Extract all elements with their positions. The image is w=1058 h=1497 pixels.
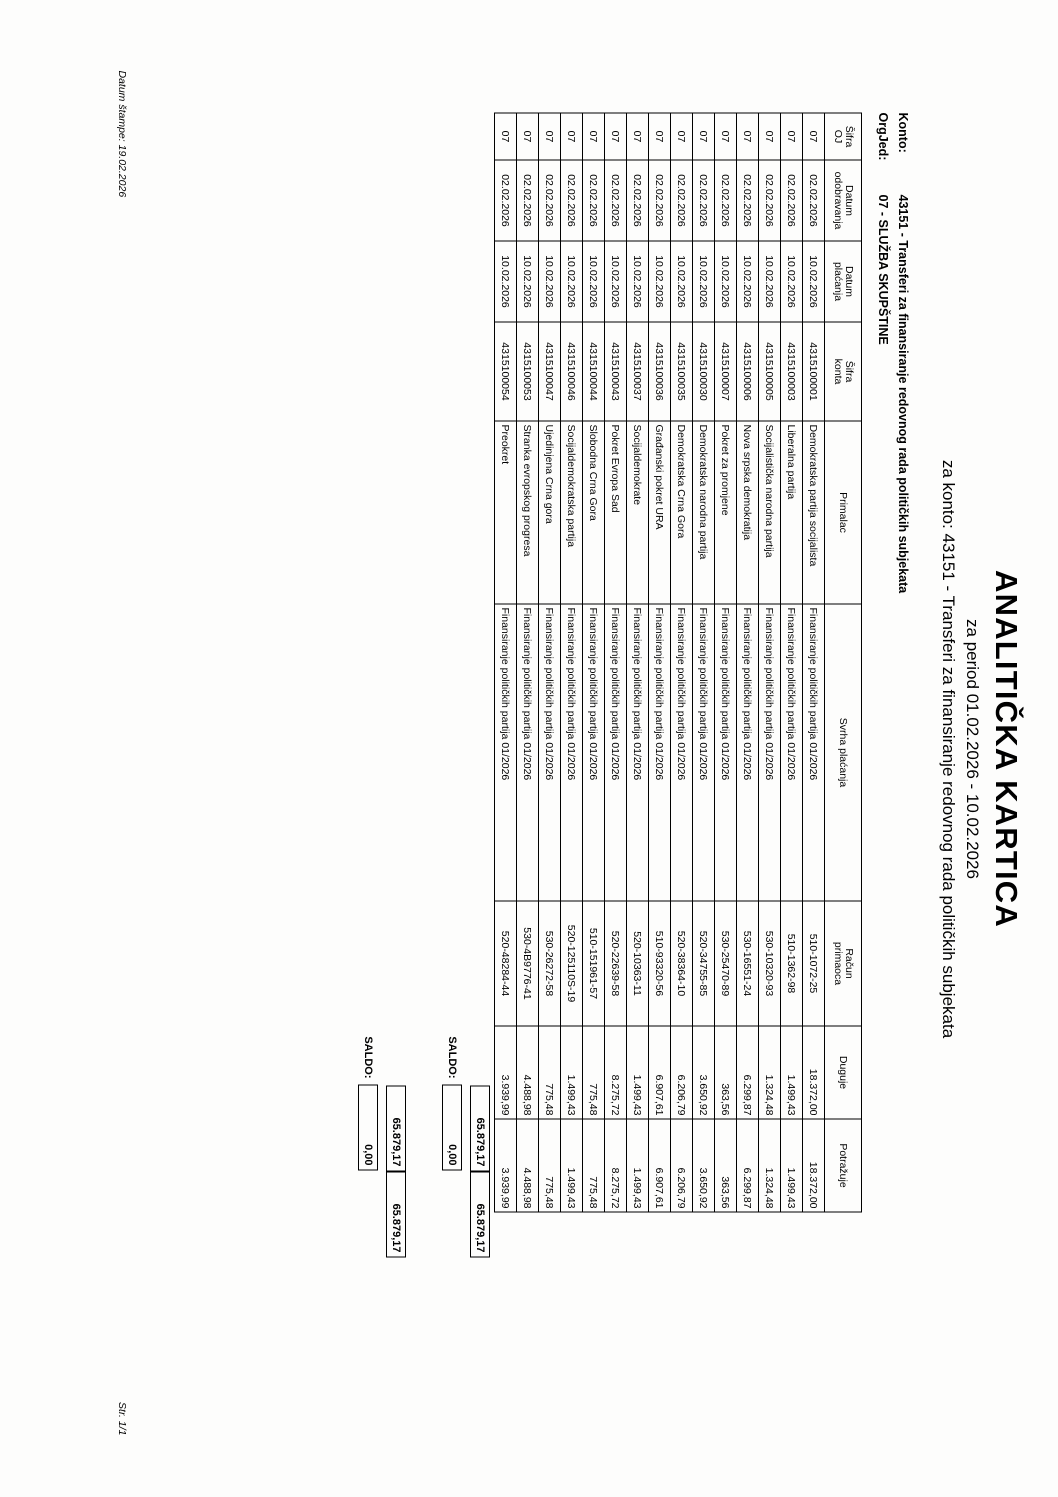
cell-sifra-konta: 4315100046 <box>561 322 583 421</box>
cell-primalac: Pokret Evropa Sad <box>605 421 627 604</box>
cell-svrha: Finansiranje političkih partija 01/2026 <box>803 604 825 901</box>
cell-svrha: Finansiranje političkih partija 01/2026 <box>693 604 715 901</box>
cell-sifra-konta: 4315100005 <box>759 322 781 421</box>
th-sifra-konta <box>825 322 862 421</box>
saldo-row-2 <box>358 1000 378 1170</box>
cell-sifra-oj: 07 <box>759 113 781 160</box>
cell-racun: 520-38364-10 <box>671 901 693 1026</box>
konto-label: Konto: <box>896 112 910 153</box>
table-row <box>605 113 627 1212</box>
cell-datum-odobravanja: 02.02.2026 <box>495 160 517 241</box>
cell-primalac: Pokret za promjene <box>715 421 737 604</box>
th-duguje: Duguje <box>825 1026 862 1119</box>
cell-svrha: Finansiranje političkih partija 01/2026 <box>781 604 803 901</box>
cell-duguje: 363,56 <box>715 1026 737 1119</box>
cell-racun: 510-93320-56 <box>649 901 671 1026</box>
orgjed-label: OrgJed: <box>876 112 890 160</box>
cell-svrha: Finansiranje političkih partija 01/2026 <box>627 604 649 901</box>
cell-sifra-oj: 07 <box>495 113 517 160</box>
cell-datum-placanja: 10.02.2026 <box>583 241 605 322</box>
subtotal-row-1 <box>470 1085 490 1257</box>
cell-datum-placanja: 10.02.2026 <box>693 241 715 322</box>
cell-datum-placanja: 10.02.2026 <box>539 241 561 322</box>
konto-line <box>896 112 910 593</box>
cell-svrha: Finansiranje političkih partija 01/2026 <box>671 604 693 901</box>
table-row <box>583 113 605 1212</box>
cell-potrazuje: 1.499,43 <box>781 1119 803 1212</box>
cell-primalac: Preokret <box>495 421 517 604</box>
subtotal-duguje-1: 65.879,17 <box>470 1085 490 1171</box>
orgjed-value: 07 - SLUŽBA SKUPŠTINE <box>876 194 890 345</box>
cell-sifra-konta: 4315100053 <box>517 322 539 421</box>
cell-potrazuje: 18.372,00 <box>803 1119 825 1212</box>
cell-duguje: 3.650,92 <box>693 1026 715 1119</box>
cell-datum-odobravanja: 02.02.2026 <box>781 160 803 241</box>
cell-datum-placanja: 10.02.2026 <box>517 241 539 322</box>
cell-duguje: 6.299,87 <box>737 1026 759 1119</box>
cell-sifra-oj: 07 <box>561 113 583 160</box>
subtotal-duguje-2: 65.879,17 <box>386 1085 406 1171</box>
cell-primalac: Liberalna partija <box>781 421 803 604</box>
cell-potrazuje: 3.939,99 <box>495 1119 517 1212</box>
subtotal-potrazuje-2: 65.879,17 <box>386 1171 406 1257</box>
period-subtitle: za period 01.02.2026 - 10.02.2026 <box>963 618 982 879</box>
subtotal-potrazuje-1: 65.879,17 <box>470 1171 490 1257</box>
cell-sifra-konta: 4315100043 <box>605 322 627 421</box>
th-primalac: Primalac <box>825 421 862 604</box>
konto-value: 43151 - Transferi za finansiranje redovnog rada političkih subjekata <box>896 194 910 593</box>
cell-sifra-konta: 4315100035 <box>671 322 693 421</box>
cell-potrazuje: 1.324,48 <box>759 1119 781 1212</box>
cell-datum-placanja: 10.02.2026 <box>495 241 517 322</box>
cell-datum-placanja: 10.02.2026 <box>627 241 649 322</box>
cell-primalac: Demokratska narodna partija <box>693 421 715 604</box>
cell-svrha: Finansiranje političkih partija 01/2026 <box>737 604 759 901</box>
cell-sifra-oj: 07 <box>649 113 671 160</box>
cell-racun: 510-1072-25 <box>803 901 825 1026</box>
cell-svrha: Finansiranje političkih partija 01/2026 <box>649 604 671 901</box>
table-header-row <box>825 113 862 1212</box>
cell-duguje: 3.939,99 <box>495 1026 517 1119</box>
subtotal-row-2 <box>386 1085 406 1257</box>
konto-subtitle: za konto: 43151 - Transferi za finansiranje redovnog rada političkih subjekata <box>939 459 958 1038</box>
cell-primalac: Slobodna Crna Gora <box>583 421 605 604</box>
cell-svrha: Finansiranje političkih partija 01/2026 <box>759 604 781 901</box>
table-row <box>715 113 737 1212</box>
th-datum-placanja <box>825 241 862 322</box>
analytics-table <box>494 112 862 1212</box>
cell-primalac: Socijaldemokratska partija <box>561 421 583 604</box>
saldo-value-2: 0,00 <box>358 1084 378 1170</box>
saldo-row-1 <box>442 1000 462 1170</box>
table-body <box>495 113 825 1212</box>
cell-racun: 510-1362-98 <box>781 901 803 1026</box>
cell-primalac: Nova srpska demokratija <box>737 421 759 604</box>
cell-primalac: Stranka evropskog progresa <box>517 421 539 604</box>
cell-svrha: Finansiranje političkih partija 01/2026 <box>583 604 605 901</box>
th-datum-odobravanja <box>825 160 862 241</box>
cell-svrha: Finansiranje političkih partija 01/2026 <box>495 604 517 901</box>
cell-sifra-oj: 07 <box>781 113 803 160</box>
cell-potrazuje: 775,48 <box>539 1119 561 1212</box>
page-number: Str. 1/1 <box>116 1401 128 1435</box>
page-title: ANALITIČKA KARTICA <box>989 569 1024 928</box>
table-row <box>539 113 561 1212</box>
cell-racun: 520-22639-58 <box>605 901 627 1026</box>
cell-sifra-konta: 4315100030 <box>693 322 715 421</box>
cell-sifra-oj: 07 <box>803 113 825 160</box>
print-date: Datum štampe: 19.02.2026 <box>116 70 128 197</box>
cell-datum-odobravanja: 02.02.2026 <box>759 160 781 241</box>
cell-duguje: 1.499,43 <box>561 1026 583 1119</box>
table-row <box>627 113 649 1212</box>
table-row <box>737 113 759 1212</box>
cell-racun: 520-34755-85 <box>693 901 715 1026</box>
cell-racun: 530-16551-24 <box>737 901 759 1026</box>
cell-sifra-konta: 4315100001 <box>803 322 825 421</box>
cell-sifra-konta: 4315100006 <box>737 322 759 421</box>
cell-duguje: 18.372,00 <box>803 1026 825 1119</box>
th-dat-odo-l2: odobravanja <box>832 171 844 229</box>
cell-racun: 530-10320-93 <box>759 901 781 1026</box>
cell-duguje: 775,48 <box>583 1026 605 1119</box>
cell-sifra-oj: 07 <box>671 113 693 160</box>
th-sifra-oj <box>825 113 862 160</box>
table-row <box>517 113 539 1212</box>
cell-sifra-oj: 07 <box>627 113 649 160</box>
saldo-value-1: 0,00 <box>442 1084 462 1170</box>
cell-primalac: Ujedinjena Crna gora <box>539 421 561 604</box>
th-sifra-konta-l2: konta <box>832 358 844 384</box>
cell-primalac: Socijalistička narodna partija <box>759 421 781 604</box>
cell-primalac: Socijaldemokrate <box>627 421 649 604</box>
cell-sifra-oj: 07 <box>517 113 539 160</box>
cell-potrazuje: 8.275,72 <box>605 1119 627 1212</box>
cell-datum-odobravanja: 02.02.2026 <box>561 160 583 241</box>
cell-svrha: Finansiranje političkih partija 01/2026 <box>539 604 561 901</box>
cell-racun: 510-151961-57 <box>583 901 605 1026</box>
cell-sifra-konta: 4315100047 <box>539 322 561 421</box>
cell-svrha: Finansiranje političkih partija 01/2026 <box>715 604 737 901</box>
th-dat-odo-l1: Datum <box>843 184 855 216</box>
cell-datum-odobravanja: 02.02.2026 <box>517 160 539 241</box>
cell-datum-placanja: 10.02.2026 <box>671 241 693 322</box>
th-racun-l1: Račun <box>843 947 855 979</box>
cell-datum-placanja: 10.02.2026 <box>737 241 759 322</box>
cell-duguje: 775,48 <box>539 1026 561 1119</box>
cell-sifra-oj: 07 <box>693 113 715 160</box>
cell-sifra-oj: 07 <box>539 113 561 160</box>
cell-duguje: 4.488,98 <box>517 1026 539 1119</box>
cell-sifra-konta: 4315100054 <box>495 322 517 421</box>
cell-duguje: 8.275,72 <box>605 1026 627 1119</box>
cell-racun: 520-125110S-19 <box>561 901 583 1026</box>
cell-datum-odobravanja: 02.02.2026 <box>627 160 649 241</box>
th-sifra-konta-l1: Šifra <box>843 360 855 382</box>
table-row <box>803 113 825 1212</box>
cell-datum-odobravanja: 02.02.2026 <box>649 160 671 241</box>
cell-sifra-konta: 4315100037 <box>627 322 649 421</box>
table-row <box>561 113 583 1212</box>
cell-sifra-konta: 4315100003 <box>781 322 803 421</box>
th-svrha: Svrha plaćanja <box>825 604 862 901</box>
cell-datum-placanja: 10.02.2026 <box>803 241 825 322</box>
cell-svrha: Finansiranje političkih partija 01/2026 <box>605 604 627 901</box>
table-row <box>649 113 671 1212</box>
cell-racun: 530-4B9776-41 <box>517 901 539 1026</box>
saldo-label-2: SALDO: <box>362 1035 374 1078</box>
cell-potrazuje: 1.499,43 <box>627 1119 649 1212</box>
cell-sifra-oj: 07 <box>583 113 605 160</box>
cell-racun: 520-48284-44 <box>495 901 517 1026</box>
cell-potrazuje: 6.206,79 <box>671 1119 693 1212</box>
th-dat-pla-l2: plaćanja <box>832 261 844 301</box>
cell-potrazuje: 6.299,87 <box>737 1119 759 1212</box>
table-row <box>693 113 715 1212</box>
th-racun <box>825 901 862 1026</box>
cell-datum-odobravanja: 02.02.2026 <box>671 160 693 241</box>
cell-datum-odobravanja: 02.02.2026 <box>605 160 627 241</box>
cell-potrazuje: 6.907,61 <box>649 1119 671 1212</box>
table-row <box>759 113 781 1212</box>
cell-sifra-oj: 07 <box>605 113 627 160</box>
table-row <box>495 113 517 1212</box>
orgjed-line <box>876 112 890 344</box>
cell-potrazuje: 3.650,92 <box>693 1119 715 1212</box>
cell-sifra-oj: 07 <box>715 113 737 160</box>
cell-sifra-oj: 07 <box>737 113 759 160</box>
cell-racun: 530-25470-89 <box>715 901 737 1026</box>
cell-datum-odobravanja: 02.02.2026 <box>803 160 825 241</box>
table-row <box>671 113 693 1212</box>
table-row <box>781 113 803 1212</box>
cell-duguje: 1.499,43 <box>781 1026 803 1119</box>
cell-datum-placanja: 10.02.2026 <box>605 241 627 322</box>
cell-primalac: Demokratska partija socijalista <box>803 421 825 604</box>
cell-duguje: 6.907,61 <box>649 1026 671 1119</box>
th-dat-pla-l1: Datum <box>843 265 855 297</box>
cell-duguje: 6.206,79 <box>671 1026 693 1119</box>
th-potrazuje: Potražuje <box>825 1119 862 1212</box>
cell-duguje: 1.499,43 <box>627 1026 649 1119</box>
cell-potrazuje: 4.488,98 <box>517 1119 539 1212</box>
cell-datum-odobravanja: 02.02.2026 <box>539 160 561 241</box>
cell-sifra-konta: 4315100007 <box>715 322 737 421</box>
cell-sifra-konta: 4315100044 <box>583 322 605 421</box>
cell-svrha: Finansiranje političkih partija 01/2026 <box>561 604 583 901</box>
table-head <box>825 113 862 1212</box>
cell-potrazuje: 775,48 <box>583 1119 605 1212</box>
cell-datum-placanja: 10.02.2026 <box>715 241 737 322</box>
cell-datum-placanja: 10.02.2026 <box>561 241 583 322</box>
th-sifra-oj-l1: Šifra <box>843 125 855 147</box>
cell-datum-odobravanja: 02.02.2026 <box>693 160 715 241</box>
cell-racun: 520-10363-11 <box>627 901 649 1026</box>
th-racun-l2: primaoca <box>832 941 844 985</box>
cell-datum-odobravanja: 02.02.2026 <box>583 160 605 241</box>
cell-potrazuje: 1.499,43 <box>561 1119 583 1212</box>
cell-sifra-konta: 4315100036 <box>649 322 671 421</box>
cell-datum-odobravanja: 02.02.2026 <box>737 160 759 241</box>
th-sifra-oj-l2: OJ <box>832 129 844 143</box>
cell-potrazuje: 363,56 <box>715 1119 737 1212</box>
cell-datum-odobravanja: 02.02.2026 <box>715 160 737 241</box>
cell-primalac: Građanski pokret URA <box>649 421 671 604</box>
cell-racun: 530-26272-58 <box>539 901 561 1026</box>
saldo-label-1: SALDO: <box>446 1035 458 1078</box>
cell-datum-placanja: 10.02.2026 <box>781 241 803 322</box>
cell-svrha: Finansiranje političkih partija 01/2026 <box>517 604 539 901</box>
cell-datum-placanja: 10.02.2026 <box>759 241 781 322</box>
cell-duguje: 1.324,48 <box>759 1026 781 1119</box>
cell-primalac: Demokratska Crna Gora <box>671 421 693 604</box>
cell-datum-placanja: 10.02.2026 <box>649 241 671 322</box>
